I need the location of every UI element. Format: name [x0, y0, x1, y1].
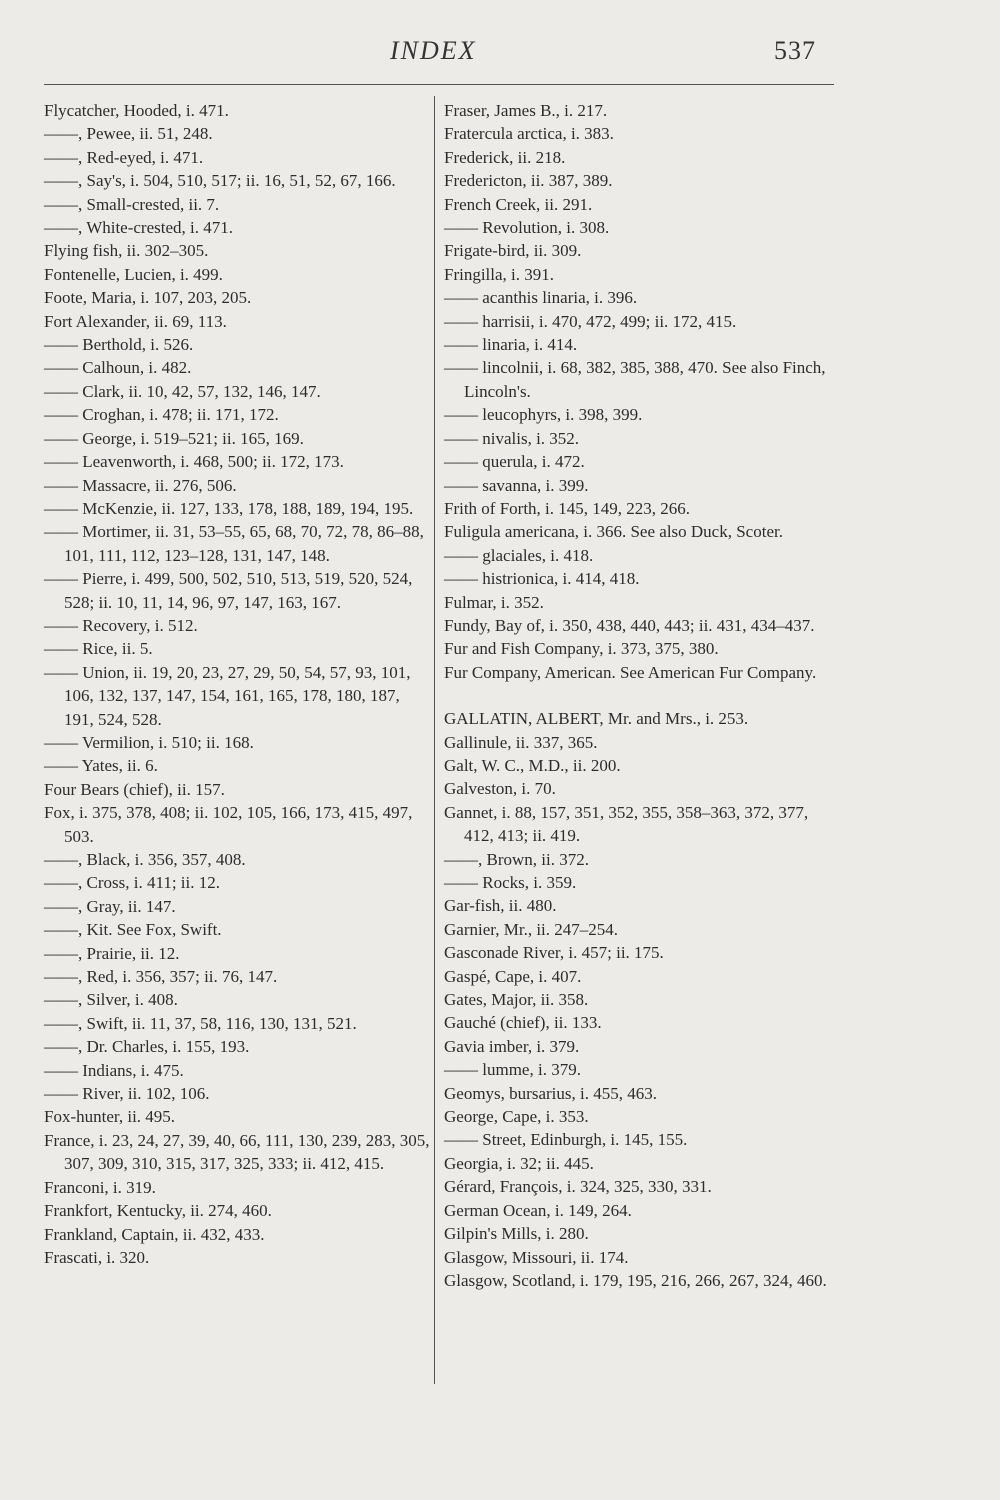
index-entry: French Creek, ii. 291.	[444, 194, 593, 214]
index-entry: Gasconade River, i. 457; ii. 175.	[444, 943, 664, 963]
index-entry: —— Mortimer, ii. 31, 53–55, 65, 68, 70, 72, 78, 86–88, 101, 111, 112, 123–128, 131, 147, 148.	[44, 522, 424, 565]
index-entry: Frankfort, Kentucky, ii. 274, 460.	[44, 1201, 272, 1221]
index-entry: —— George, i. 519–521; ii. 165, 169.	[44, 428, 304, 448]
index-entry: ——, Red, i. 356, 357; ii. 76, 147.	[44, 967, 278, 987]
index-entry: ——, Swift, ii. 11, 37, 58, 116, 130, 131, 521.	[44, 1013, 357, 1033]
index-entry: France, i. 23, 24, 27, 39, 40, 66, 111, 130, 239, 283, 305, 307, 309, 310, 315, 317, 325, 333; ii. 412, 415.	[44, 1130, 430, 1174]
index-entry: German Ocean, i. 149, 264.	[444, 1200, 632, 1220]
index-entry: George, Cape, i. 353.	[444, 1107, 589, 1127]
column-divider	[434, 96, 435, 1384]
index-entry: ——, Kit. See Fox, Swift.	[44, 920, 222, 940]
index-entry: —— Indians, i. 475.	[44, 1060, 184, 1080]
index-entry: Frith of Forth, i. 145, 149, 223, 266.	[444, 498, 691, 518]
index-entry: —— Clark, ii. 10, 42, 57, 132, 146, 147.	[44, 381, 321, 401]
index-entry: Four Bears (chief), ii. 157.	[44, 779, 225, 799]
index-entry: —— River, ii. 102, 106.	[44, 1084, 210, 1104]
index-entry: —— Revolution, i. 308.	[444, 218, 610, 238]
index-entry: —— Yates, ii. 6.	[44, 756, 158, 776]
index-entry: Gauché (chief), ii. 133.	[444, 1013, 602, 1033]
index-entry: Gaspé, Cape, i. 407.	[444, 966, 582, 986]
index-entry: Fraser, James B., i. 217.	[444, 101, 608, 120]
index-entry: Gavia imber, i. 379.	[444, 1036, 580, 1056]
index-entry: —— Leavenworth, i. 468, 500; ii. 172, 173.	[44, 452, 344, 472]
index-entry: Geomys, bursarius, i. 455, 463.	[444, 1083, 657, 1103]
index-entry: —— querula, i. 472.	[444, 452, 585, 472]
index-entry: Fredericton, ii. 387, 389.	[444, 171, 613, 191]
index-entry: Franconi, i. 319.	[44, 1177, 156, 1197]
index-entry: ——, Small-crested, ii. 7.	[44, 194, 220, 214]
index-entry: Frankland, Captain, ii. 432, 433.	[44, 1224, 265, 1244]
index-entry: —— harrisii, i. 470, 472, 499; ii. 172, 415.	[444, 311, 737, 331]
index-entry: ——, Red-eyed, i. 471.	[44, 147, 204, 167]
index-entry: —— Vermilion, i. 510; ii. 168.	[44, 732, 254, 752]
index-entry: Glasgow, Missouri, ii. 174.	[444, 1247, 629, 1267]
index-entry: —— Union, ii. 19, 20, 23, 27, 29, 50, 54, 57, 93, 101, 106, 132, 137, 147, 154, 161, 165, 178, 180, 187, 191, 524, 528.	[44, 662, 411, 729]
index-entry: —— savanna, i. 399.	[444, 475, 589, 495]
header-rule	[44, 84, 834, 85]
index-entry: —— Calhoun, i. 482.	[44, 358, 192, 378]
index-entry: Frigate-bird, ii. 309.	[444, 241, 582, 261]
index-entry: ——, Brown, ii. 372.	[444, 849, 589, 869]
index-entry: Fratercula arctica, i. 383.	[444, 124, 614, 144]
running-head	[0, 36, 1000, 76]
index-entry: ——, Prairie, ii. 12.	[44, 943, 180, 963]
index-entry: —— lumme, i. 379.	[444, 1060, 581, 1080]
index-entry: ——, Say's, i. 504, 510, 517; ii. 16, 51, 52, 67, 166.	[44, 171, 396, 191]
index-entry: —— Massacre, ii. 276, 506.	[44, 475, 237, 495]
index-entry: ——, Cross, i. 411; ii. 12.	[44, 873, 220, 893]
index-entry: Fox-hunter, ii. 495.	[44, 1107, 176, 1127]
index-entry: ——, Dr. Charles, i. 155, 193.	[44, 1037, 250, 1057]
index-entry: Fundy, Bay of, i. 350, 438, 440, 443; ii. 431, 434–437.	[444, 615, 815, 635]
index-entry: Fur and Fish Company, i. 373, 375, 380.	[444, 639, 719, 659]
index-entry: Gallinule, ii. 337, 365.	[444, 732, 598, 752]
index-entry: Fulmar, i. 352.	[444, 592, 544, 612]
index-entry: —— McKenzie, ii. 127, 133, 178, 188, 189, 194, 195.	[44, 498, 414, 518]
index-entry: —— Croghan, i. 478; ii. 171, 172.	[44, 405, 279, 425]
left-column	[44, 99, 430, 1269]
index-entry: —— linaria, i. 414.	[444, 335, 578, 355]
index-entry: —— Street, Edinburgh, i. 145, 155.	[444, 1130, 688, 1150]
index-entry: ——, Gray, ii. 147.	[44, 896, 176, 916]
index-entry: ——, Black, i. 356, 357, 408.	[44, 850, 246, 869]
index-entry: ——, Silver, i. 408.	[44, 990, 178, 1010]
running-head-title: INDEX	[390, 36, 477, 65]
index-entry: —— Pierre, i. 499, 500, 502, 510, 513, 519, 520, 524, 528; ii. 10, 11, 14, 96, 97, 147, 163, 167.	[44, 569, 413, 612]
index-entry: Gannet, i. 88, 157, 351, 352, 355, 358–363, 372, 377, 412, 413; ii. 419.	[444, 802, 809, 846]
index-entry: Frederick, ii. 218.	[444, 147, 566, 167]
index-entry: —— Rocks, i. 359.	[444, 873, 577, 892]
index-entry: ——, White-crested, i. 471.	[44, 218, 234, 238]
index-entry: Gates, Major, ii. 358.	[444, 990, 589, 1010]
index-entry: —— histrionica, i. 414, 418.	[444, 569, 640, 589]
index-entry: Fox, i. 375, 378, 408; ii. 102, 105, 166, 173, 415, 497, 503.	[44, 803, 413, 846]
page-number: 537	[774, 36, 816, 65]
index-entry: Fur Company, American. See American Fur Company.	[444, 662, 817, 682]
index-entry: Flycatcher, Hooded, i. 471.	[44, 101, 229, 120]
letter-gap	[444, 684, 830, 707]
index-entry: Foote, Maria, i. 107, 203, 205.	[44, 288, 252, 308]
index-entry: —— Berthold, i. 526.	[44, 335, 194, 355]
index-entry: Fontenelle, Lucien, i. 499.	[44, 264, 223, 284]
index-entry: Frascati, i. 320.	[44, 1247, 150, 1267]
index-entry: Glasgow, Scotland, i. 179, 195, 216, 266, 267, 324, 460.	[444, 1270, 827, 1290]
index-entry: Galveston, i. 70.	[444, 779, 556, 799]
index-entry: Galt, W. C., M.D., ii. 200.	[444, 755, 621, 775]
index-entry: Fort Alexander, ii. 69, 113.	[44, 311, 227, 331]
index-entry: Fuligula americana, i. 366. See also Duck, Scoter.	[444, 522, 783, 542]
index-entry: Georgia, i. 32; ii. 445.	[444, 1153, 594, 1173]
index-entry: —— leucophyrs, i. 398, 399.	[444, 405, 643, 425]
index-entry: ——, Pewee, ii. 51, 248.	[44, 124, 213, 144]
index-entry: GALLATIN, ALBERT, Mr. and Mrs., i. 253.	[444, 709, 749, 729]
index-entry: Flying fish, ii. 302–305.	[44, 241, 209, 261]
index-entry: Gilpin's Mills, i. 280.	[444, 1224, 589, 1244]
index-entry: Gérard, François, i. 324, 325, 330, 331.	[444, 1177, 712, 1197]
index-entry: —— Rice, ii. 5.	[44, 639, 153, 659]
index-entry: —— acanthis linaria, i. 396.	[444, 288, 638, 308]
index-entry: —— nivalis, i. 352.	[444, 428, 580, 448]
index-entry: —— lincolnii, i. 68, 382, 385, 388, 470. See also Finch, Lincoln's.	[444, 358, 826, 401]
index-entry: Garnier, Mr., ii. 247–254.	[444, 919, 619, 939]
index-entry: —— Recovery, i. 512.	[44, 615, 198, 635]
right-column	[444, 99, 830, 1292]
index-entry: —— glaciales, i. 418.	[444, 545, 594, 565]
index-entry: Gar-fish, ii. 480.	[444, 896, 557, 916]
index-entry: Fringilla, i. 391.	[444, 264, 555, 284]
